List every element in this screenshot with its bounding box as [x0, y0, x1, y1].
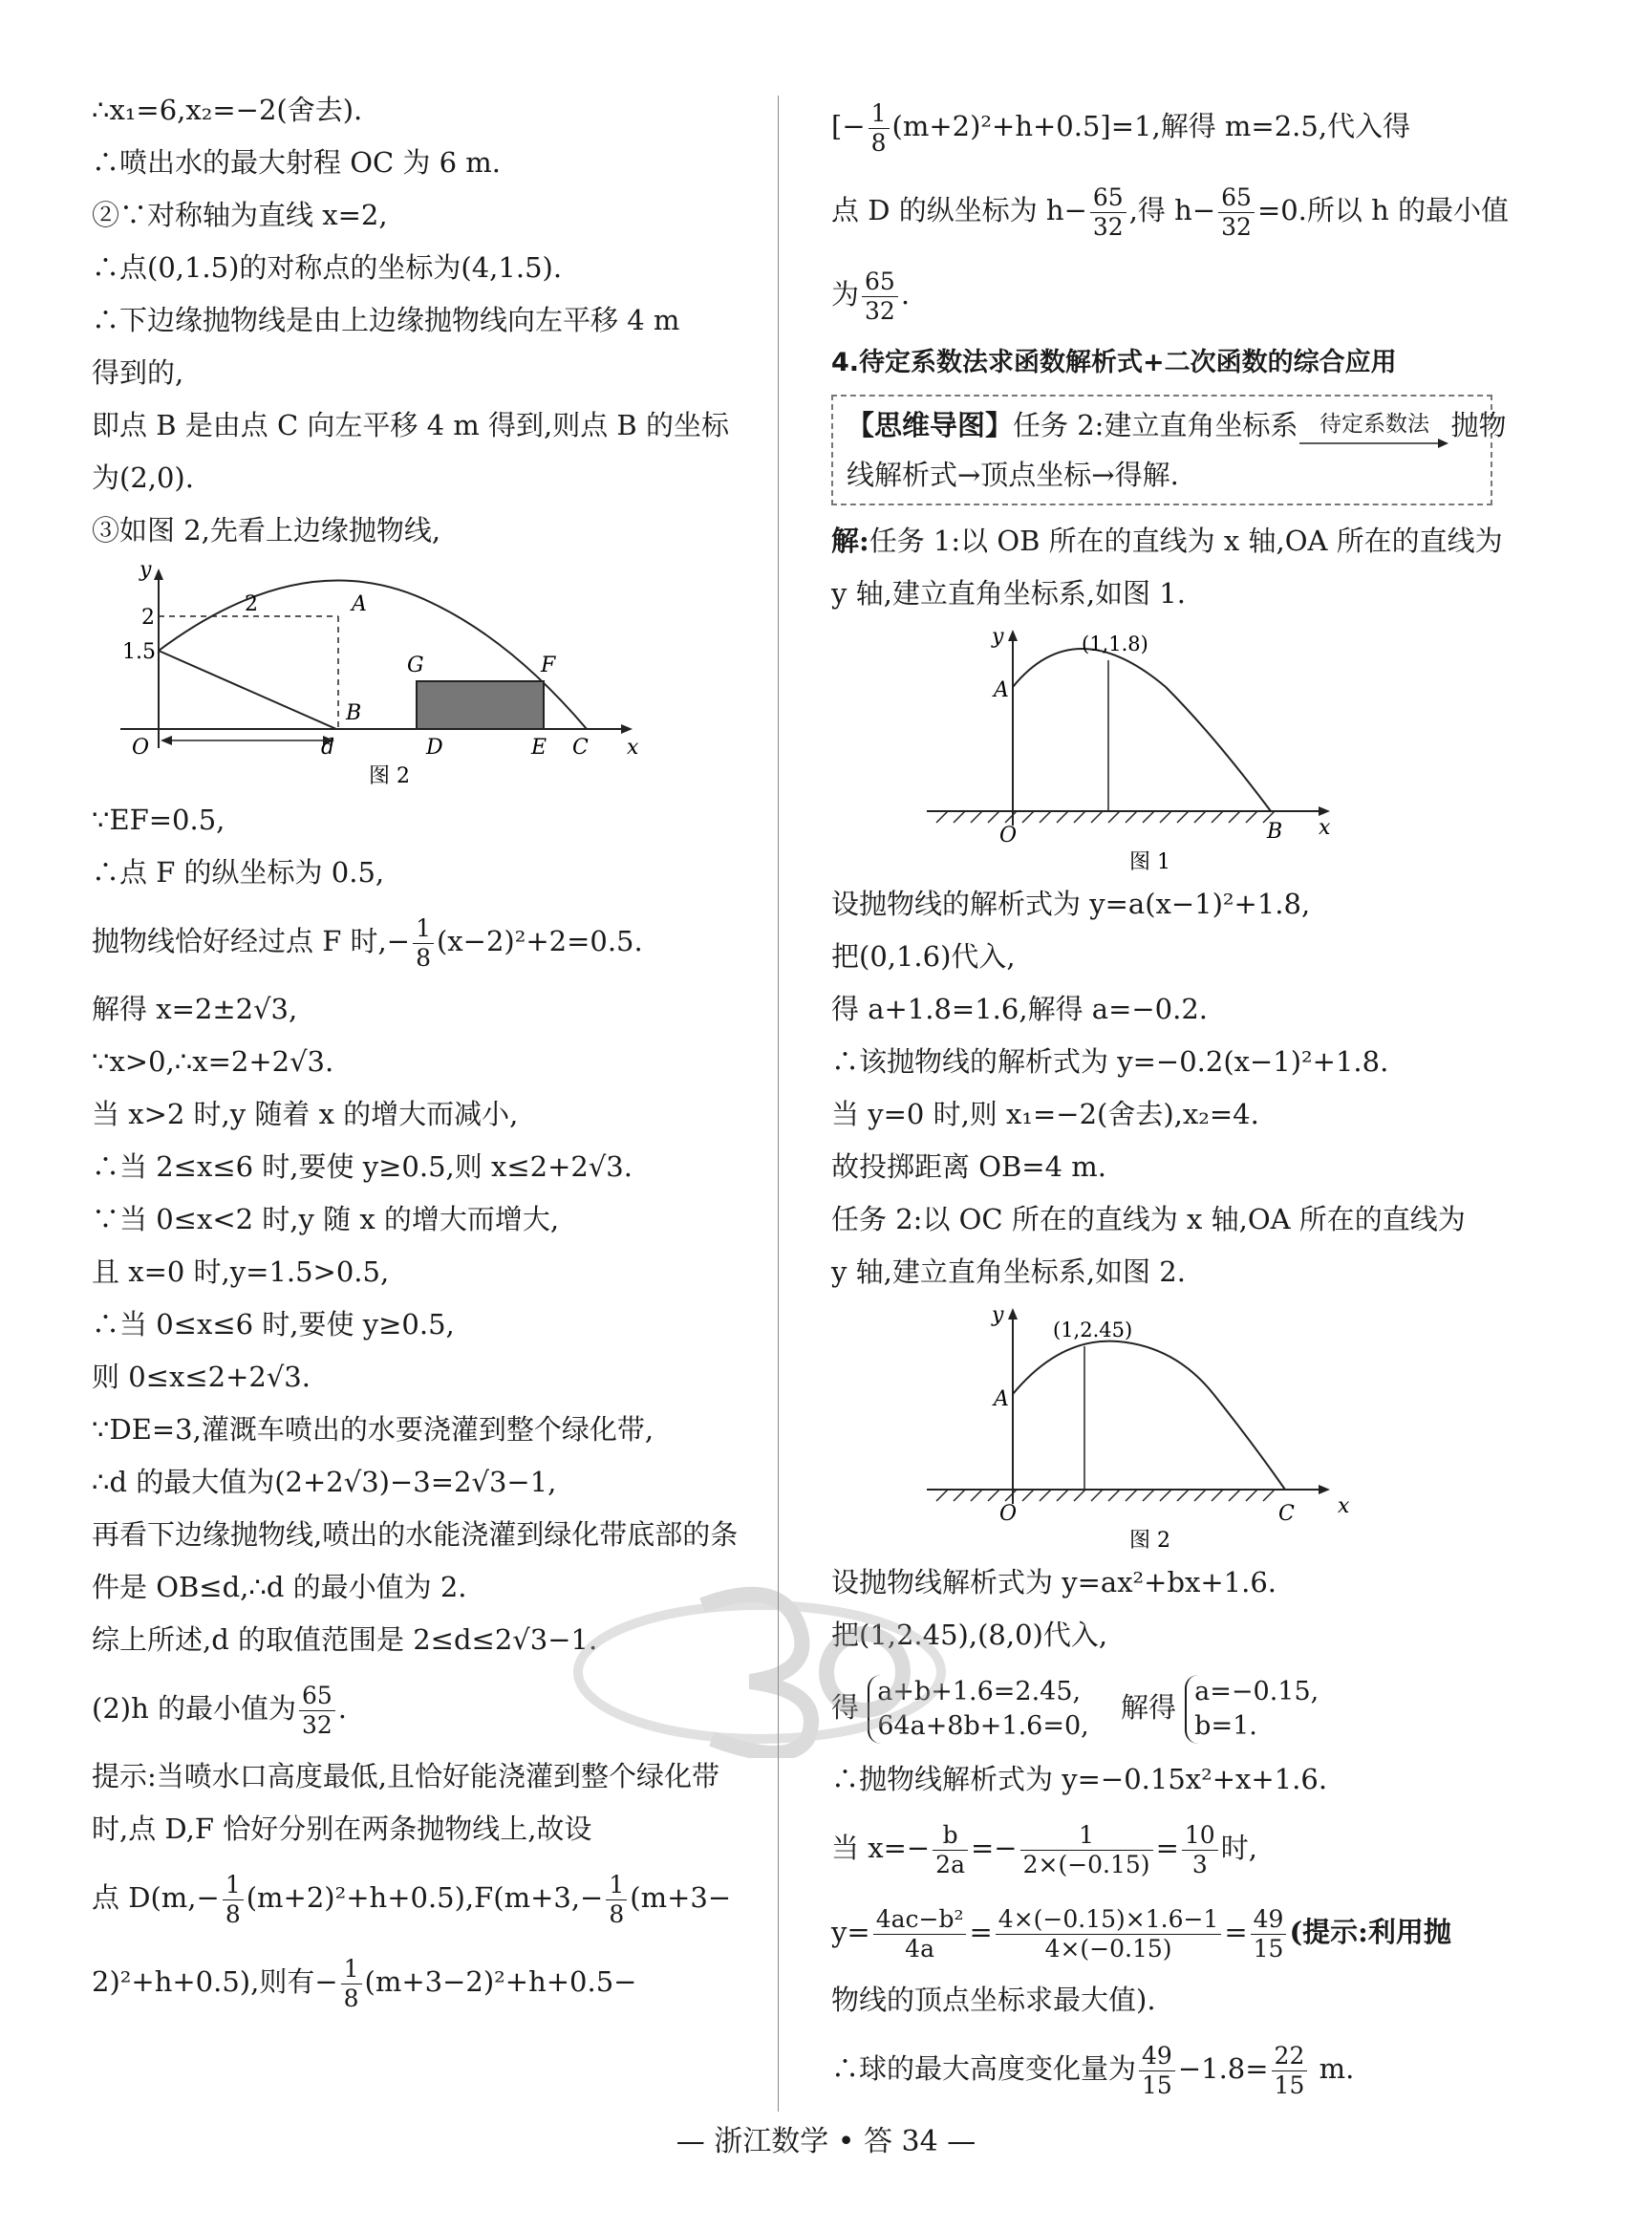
label-vertex: (1,1.8): [1082, 633, 1148, 655]
fraction: $\frac{65}{32}$: [1218, 183, 1255, 242]
x-axis-arrow: [1319, 806, 1330, 816]
watermark-logo: [559, 1567, 960, 1762]
watermark-icon: [559, 1567, 960, 1758]
lower-edge-line: [159, 651, 336, 729]
text-line: ∵EF=0.5,: [92, 804, 225, 836]
figure-caption: 图 1: [1129, 850, 1170, 874]
fig-right-2-svg: [831, 1298, 1500, 1556]
text-line: y= $\frac{\text{4ac−b²}}{4a}$ = $\frac{4\times(-0.15)\times 1.6-1}{4\times(-0.15)}$ = $\frac{49}{15}$ (提示:利用抛: [831, 1904, 1451, 1963]
mind-map-line-2: 线解析式→顶点坐标→得解.: [847, 459, 1179, 491]
text-line: ∴当 2≤x≤6 时,要使 y≥0.5,则 x≤2+2√3.: [92, 1150, 633, 1183]
figure-right-2: [831, 1298, 1500, 1556]
text-line: 点 D(m,− $\frac{1}{8}$ (m+2)²+h+0.5),F(m+3,− $\frac{1}{8}$ (m+3−: [92, 1870, 732, 1928]
text-line: ∴下边缘抛物线是由上边缘抛物线向左平移 4 m: [92, 304, 680, 336]
green-belt-rect: [417, 681, 544, 729]
label-2: 2: [141, 606, 155, 630]
text-line: 当 x>2 时,y 随着 x 的增大而减小,: [92, 1098, 519, 1130]
text-line: 抛物线恰好经过点 F 时,− $\frac{1}{8}$ (x−2)²+2=0.5.: [92, 913, 643, 972]
fig-right-1-svg: [831, 620, 1500, 878]
text-line: (2)h 的最小值为 $\frac{65}{32}$ .: [92, 1681, 348, 1739]
text-line: ∴球的最大高度变化量为 $\frac{49}{15}$ −1.8= $\frac{22}{15}$ m.: [831, 2041, 1355, 2099]
mind-map-box: [831, 395, 1507, 505]
text-line: 把(1,2.45),(8,0)代入,: [831, 1619, 1108, 1651]
fraction: $\frac{b}{2a}$: [933, 1821, 968, 1879]
fraction: $\frac{1}{8}$: [606, 1871, 627, 1929]
label-d: d: [321, 736, 335, 760]
label-x: x: [627, 736, 639, 760]
label-x: x: [1319, 816, 1331, 840]
ground-hatching: [936, 1490, 1275, 1501]
equation-system-line: 得 a+b+1.6=2.45, 64a+8b+1.6=0, 解得 a=−0.15, b=1.: [831, 1662, 1500, 1753]
text-line: y 轴,建立直角坐标系,如图 1.: [831, 577, 1186, 610]
text-line: 则 0≤x≤2+2√3.: [92, 1361, 311, 1393]
fig-left-2-svg: [92, 557, 764, 794]
text-line: 2)²+h+0.5),则有− $\frac{1}{8}$ (m+3−2)²+h+0.5−: [92, 1954, 637, 2012]
text-line: 当 y=0 时,则 x₁=−2(舍去),x₂=4.: [831, 1098, 1259, 1130]
text-line: 即点 B 是由点 C 向左平移 4 m 得到,则点 B 的坐标: [92, 409, 729, 441]
text-line: 点 D 的纵坐标为 h− $\frac{65}{32}$ ,得 h− $\frac{65}{32}$ =0.所以 h 的最小值: [831, 182, 1510, 241]
label-1-5: 1.5: [122, 640, 156, 664]
label-y: y: [139, 558, 152, 582]
fraction: $\frac{1}{2\times(-0.15)}$: [1020, 1821, 1153, 1879]
text-line: 解:任务 1:以 OB 所在的直线为 x 轴,OA 所在的直线为: [831, 525, 1503, 557]
label-y: y: [992, 1303, 1004, 1327]
label-y: y: [992, 625, 1004, 649]
solution-system: a=−0.15, b=1.: [1185, 1675, 1319, 1744]
label-A: A: [994, 1387, 1009, 1411]
label-O: O: [999, 824, 1018, 847]
label-A: A: [994, 678, 1009, 702]
page-footer: — 浙江数学 • 答 34 —: [676, 2125, 976, 2158]
label-F: F: [541, 654, 556, 677]
fraction: $\frac{65}{32}$: [299, 1682, 335, 1740]
text-line: ∴当 0≤x≤6 时,要使 y≥0.5,: [92, 1308, 455, 1341]
fraction: $\frac{49}{15}$: [1139, 2042, 1175, 2100]
text-line: 且 x=0 时,y=1.5>0.5,: [92, 1255, 390, 1288]
right-column: [831, 84, 1510, 2111]
text-line: 件是 OB≤d,∴d 的最小值为 2.: [92, 1571, 467, 1603]
text-line: ∵当 0≤x<2 时,y 随 x 的增大而增大,: [92, 1203, 560, 1235]
fraction: $\frac{1}{8}$: [413, 914, 434, 973]
fraction: $\frac{1}{8}$: [869, 99, 890, 158]
figure-caption: 图 2: [369, 764, 410, 788]
text-line: 设抛物线解析式为 y=ax²+bx+1.6.: [831, 1566, 1277, 1598]
arrow-icon: [1298, 437, 1450, 450]
label-B: B: [1267, 820, 1283, 844]
ground-hatching: [936, 811, 1275, 823]
label-x: x: [1338, 1494, 1350, 1518]
text-line: 当 x=− $\frac{b}{2a}$ =− $\frac{1}{2\times(-0.15)}$ = $\frac{10}{3}$ 时,: [831, 1820, 1257, 1878]
text-line: ∴该抛物线的解析式为 y=−0.2(x−1)²+1.8.: [831, 1045, 1389, 1078]
text-line: ∴点(0,1.5)的对称点的坐标为(4,1.5).: [92, 251, 563, 284]
arrow-with-label: 待定系数法: [1298, 412, 1450, 450]
equation-system: a+b+1.6=2.45, 64a+8b+1.6=0,: [868, 1675, 1088, 1744]
mind-map-line-1: 【思维导图】任务 2:建立直角坐标系 待定系数法 抛物: [847, 400, 1477, 450]
text-line: ∴点 F 的纵坐标为 0.5,: [92, 856, 385, 889]
text-line: ②∵对称轴为直线 x=2,: [92, 199, 388, 231]
text-line: [− $\frac{1}{8}$ (m+2)²+h+0.5]=1,解得 m=2.5,代入得: [831, 98, 1411, 157]
text-line: 任务 2:以 OC 所在的直线为 x 轴,OA 所在的直线为: [831, 1203, 1466, 1235]
figure-left-2: [92, 557, 764, 794]
d-arrow-left: [161, 736, 172, 745]
fraction: $\frac{65}{32}$: [1090, 183, 1126, 242]
text-line: ∵DE=3,灌溉车喷出的水要浇灌到整个绿化带,: [92, 1413, 654, 1446]
text-line: ∴抛物线解析式为 y=−0.15x²+x+1.6.: [831, 1763, 1328, 1795]
section-title: 4.待定系数法求函数解析式+二次函数的综合应用: [831, 348, 1397, 377]
fraction: $\frac{\text{4ac−b²}}{4a}$: [873, 1905, 967, 1963]
parabola: [1013, 649, 1271, 811]
column-divider: [778, 96, 779, 2112]
label-B: B: [346, 701, 362, 725]
fraction: $\frac{49}{15}$: [1251, 1905, 1287, 1963]
fraction: $\frac{65}{32}$: [862, 268, 898, 326]
text-line: 提示:当喷水口高度最低,且恰好能浇灌到整个绿化带: [92, 1760, 719, 1792]
text-line: 为 $\frac{65}{32}$ .: [831, 267, 911, 325]
label-C: C: [572, 736, 589, 760]
fraction: $\frac{10}{3}$: [1182, 1821, 1218, 1879]
text-line: 故投掷距离 OB=4 m.: [831, 1150, 1106, 1183]
text-line: 得到的,: [92, 356, 184, 389]
label-top-2: 2: [245, 592, 258, 616]
text-line: 物线的顶点坐标求最大值).: [831, 1984, 1156, 2016]
text-line: y 轴,建立直角坐标系,如图 2.: [831, 1255, 1186, 1288]
y-axis-arrow: [1008, 1308, 1018, 1319]
text-line: 解得 x=2±2√3,: [92, 993, 298, 1025]
figure-right-1: [831, 620, 1500, 878]
y-axis-arrow: [1008, 630, 1018, 641]
text-line: 综上所述,d 的取值范围是 2≤d≤2√3−1.: [92, 1623, 598, 1656]
label-vertex: (1,2.45): [1053, 1319, 1133, 1341]
label-C: C: [1278, 1502, 1295, 1526]
text-line: ∴x₁=6,x₂=−2(舍去).: [92, 94, 363, 126]
fraction: $\frac{22}{15}$: [1272, 2042, 1308, 2100]
text-line: 得 a+1.8=1.6,解得 a=−0.2.: [831, 993, 1209, 1025]
text-line: ③如图 2,先看上边缘抛物线,: [92, 514, 441, 547]
mind-map-label: 【思维导图】: [847, 409, 1014, 441]
label-D: D: [426, 736, 443, 760]
fraction: $\frac{1}{8}$: [223, 1871, 244, 1929]
text-line: 把(0,1.6)代入,: [831, 940, 1016, 973]
label-A: A: [352, 592, 367, 616]
label-E: E: [531, 736, 547, 760]
x-axis-arrow: [1319, 1485, 1330, 1494]
fraction: $\frac{4\times(-0.15)\times 1.6-1}{4\times(-0.15)}$: [996, 1905, 1222, 1963]
label-O: O: [132, 736, 150, 760]
figure-caption: 图 2: [1129, 1529, 1170, 1553]
text-line: 为(2,0).: [92, 461, 194, 494]
text-line: 再看下边缘抛物线,喷出的水能浇灌到绿化带底部的条: [92, 1518, 739, 1551]
text-line: 时,点 D,F 恰好分别在两条抛物线上,故设: [92, 1813, 592, 1845]
text-line: ∴d 的最大值为(2+2√3)−3=2√3−1,: [92, 1466, 557, 1498]
text-line: ∴喷出水的最大射程 OC 为 6 m.: [92, 146, 502, 179]
parabola: [1013, 1341, 1285, 1490]
label-O: O: [999, 1502, 1018, 1526]
label-G: G: [407, 654, 424, 677]
text-line: ∵x>0,∴x=2+2√3.: [92, 1045, 334, 1078]
text-line: 设抛物线的解析式为 y=a(x−1)²+1.8,: [831, 888, 1311, 920]
fraction: $\frac{1}{8}$: [341, 1955, 362, 2013]
x-axis-arrow: [621, 724, 633, 734]
y-axis-arrow: [154, 568, 163, 580]
